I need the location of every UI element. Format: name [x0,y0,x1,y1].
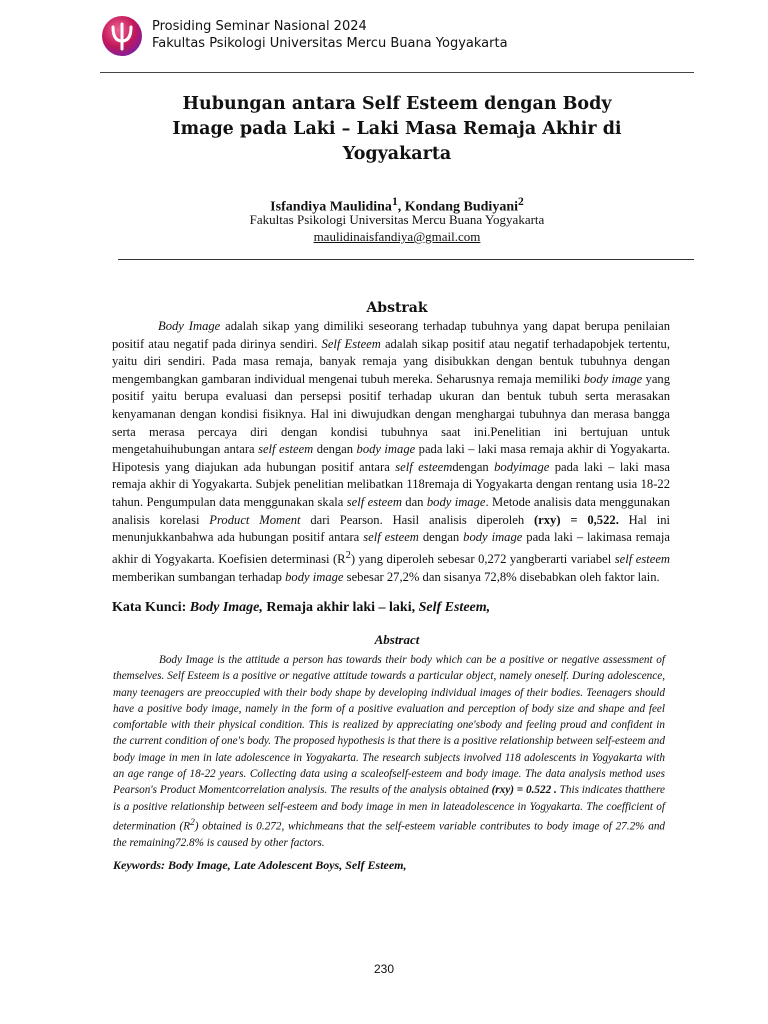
abstrak-text: sebesar 27,2% dan sisanya 72,8% disebabkan oleh faktor lain. [343,569,660,584]
abstract-text: Body Image is the attitude a person has towards their body which can be a positive or negative assessment of themselves. Self Esteem is a positive or negative attitude towards a particular object, namely oneself. During adolescence, many teenagers are preoccupied with their body shape by developing individual images of their bodies. Teenagers should have a positive body image, namely in the form of a positive evaluation and perception of body size and shape and feel comfortable with their physical condition. This is realized by appreciating one'sbody and feeling proud and confident in the current condition of one's body. The proposed hypothesis is that there is a positive relationship between self-esteem and body image in men in late adolescence in Yogyakarta. The research subjects involved 118 adolescents in Yogyakarta with an age range of 18-22 years. Collecting data using a scaleofself-esteem and body image. The data analysis method uses Pearson's Product Momentcorrelation analysis. The results of the analysis obtained [113,654,665,797]
abstrak-text: pada laki – laki masa remaja akhir di Yogyakarta. Subjek penelitian melibatkan 118remaja di Yogyakarta dengan rentang usia 18-22 tahun. Pengumpulan data menggunakan skala [112,459,670,509]
abstrak-text: adalah sikap positif atau negatif terhadapobjek tertentu, yaitu diri sendiri. Pada masa remaja, banyak remaja yang disibukkan dengan bentuk tubuhnya dengan mengembangkan gambaran individual mengenai tubuh mereka. Seharusnya remaja memiliki [112,336,670,386]
abstrak-text: adalah sikap yang dimiliki seseorang terhadap tubuhnya yang dapat berupa penilaian positif atau negatif pada dirinya sendiri. [112,319,670,351]
abstrak-term: bodyimage [494,459,550,474]
kata-kunci-label: Kata Kunci: [112,600,190,615]
abstract-text: ) obtained is 0.272, whichmeans that the self-esteem variable contributes to body image of 27.2% and the remaining72.8% is caused by other factors. [113,820,666,849]
abstrak-term: self esteem [395,459,453,474]
author-1: Isfandiya Maulidina [270,199,392,215]
abstrak-heading: Abstrak [366,300,428,316]
header-faculty: Fakultas Psikologi Universitas Mercu Buana Yogyakarta [152,36,508,51]
kata-kunci-item: Self Esteem, [418,600,491,615]
kata-kunci-item: Body Image, [189,600,263,615]
abstrak-term: body image [426,494,486,509]
abstrak-term: body image [285,569,344,584]
kata-kunci [112,599,682,617]
abstract-superscript: 2 [190,817,195,828]
affiliation: Fakultas Psikologi Universitas Mercu Buana Yogyakarta [249,212,545,227]
abstract-result: (rxy) = 0.522 . [491,784,557,797]
abstrak-text: dengan [418,530,464,545]
abstract-text: This indicates thatthere is a positive relationship between self-esteem and body image in men in lateadolescence in Yogyakarta. The coefficient of determination (R [113,784,665,833]
abstrak-paragraph [112,318,670,586]
abstrak-term: Product Moment [209,512,301,527]
abstrak-text: dan [401,494,427,509]
email-link[interactable]: maulidinaisfandiya@gmail.com [313,229,481,244]
title-line-2: Image pada Laki – Laki Masa Remaja Akhir di [172,119,622,139]
abstrak-term: Self Esteem [321,336,381,351]
abstract-heading: Abstract [374,632,420,647]
abstrak-text: ) yang diperoleh sebesar 0,272 yangberarti variabel [350,551,615,566]
abstrak-text: pada laki – laki masa remaja akhir di Yogyakarta. Hipotesis yang diajukan ada hubungan positif antara [112,442,670,474]
keywords: Keywords: Body Image, Late Adolescent Boys, Self Esteem, [113,858,407,872]
kata-kunci-item: Remaja akhir laki – laki, [262,600,419,615]
abstrak-term: Body Image [158,319,221,333]
author-1-affil: 1 [391,195,398,208]
abstrak-text: pada laki – lakimasa remaja akhir di Yogyakarta. Koefisien determinasi (R [112,530,671,566]
author-separator: , [397,199,405,215]
paper-title [100,92,694,167]
title-divider [118,259,694,260]
abstrak-term: body image [463,530,523,545]
abstrak-text: dari Pearson. Hasil analisis diperoleh [300,512,534,527]
abstract-paragraph [113,652,665,851]
email [100,229,694,245]
psi-logo-icon [100,14,144,58]
author-2: Kondang Budiyani [404,199,518,215]
page-number: 230 [373,962,395,976]
abstrak-term: self esteem [258,442,314,457]
title-line-3: Yogyakarta [342,144,452,164]
abstrak-superscript: 2 [345,549,351,561]
abstrak-term: body image [583,371,643,386]
header-seminar: Prosiding Seminar Nasional 2024 [152,19,367,34]
author-2-affil: 2 [518,195,524,208]
abstrak-text: dengan [313,442,357,457]
abstrak-text: dengan [452,459,495,474]
title-line-1: Hubungan antara Self Esteem dengan Body [182,94,612,114]
abstrak-result: (rxy) = 0,522. [533,512,619,527]
abstrak-text: Hal ini menunjukkanbahwa ada hubungan positif antara [112,512,670,545]
abstrak-term: self esteem [614,551,671,566]
abstrak-term: self esteem [346,494,402,509]
abstrak-term: self esteem [363,530,419,545]
abstrak-term: body image [356,442,416,457]
abstrak-text: memberikan sumbangan terhadap [112,569,286,584]
header-text [152,18,672,52]
abstrak-text: yang positif yaitu berupa evaluasi dan persepsi positif terhadap ukuran dan bentuk tubuh serta merasakan kenyamanan dengan kondisi fisiknya. Hal ini diwujudkan dengan menghargai tubuhnya dan merasa bangga serta merasa percaya diri dengan kondisi tubuhnya saat ini.Penelitian ini bertujuan untuk mengetahuihubungan antara [112,371,671,457]
header-divider [100,72,694,73]
abstrak-text: . Metode analisis data menggunakan analisis korelasi [112,494,671,527]
